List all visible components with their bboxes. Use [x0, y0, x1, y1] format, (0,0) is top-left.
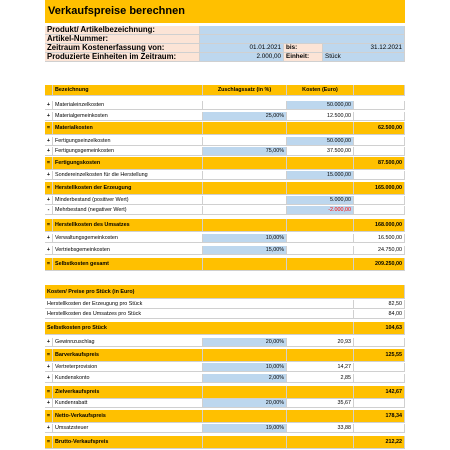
cost-cell: 20,93	[287, 338, 354, 347]
herst-umsatz-value: 84,00	[354, 310, 405, 319]
row-selbstkosten-stueck	[45, 322, 405, 335]
label-cell: Kundenrabatt	[53, 399, 203, 408]
label-cell: Zielverkaufspreis	[53, 386, 203, 399]
total-cell	[354, 101, 405, 110]
total-cell	[354, 338, 405, 347]
label-cell: Materialkosten	[53, 122, 203, 135]
label-cell: Barverkaufspreis	[53, 349, 203, 362]
table-row-zielverkaufspreis	[45, 386, 405, 399]
selbst-label: Selbstkosten pro Stück	[45, 322, 354, 335]
cost-cell: 37.500,00	[287, 147, 354, 156]
operator-cell: +	[45, 424, 53, 433]
total-cell: 178,34	[354, 410, 405, 423]
bis-label: bis:	[284, 44, 323, 53]
label-cell: Sondereinzelkosten für die Herstellung	[53, 171, 203, 180]
percent-cell	[203, 206, 287, 215]
percent-cell	[203, 182, 287, 195]
percent-cell	[203, 101, 287, 110]
cost-cell	[287, 219, 354, 232]
row-herst-umsatz	[45, 310, 405, 319]
percent-cell[interactable]: 10,00%	[203, 363, 287, 372]
percent-cell[interactable]: 2,00%	[203, 374, 287, 383]
total-cell: 168.000,00	[354, 219, 405, 232]
total-cell: 212,22	[354, 436, 405, 449]
herst-umsatz-label: Herstellkosten des Umsatzes pro Stück	[45, 310, 354, 319]
percent-cell	[203, 137, 287, 146]
label-cell: Kundenskonto	[53, 374, 203, 383]
operator-cell: =	[45, 386, 53, 399]
cost-cell: 2,85	[287, 374, 354, 383]
label-cell: Fertigungseinzelkosten	[53, 137, 203, 146]
table-row-kundenskonto	[45, 374, 405, 383]
einheit-label: Einheit:	[284, 53, 323, 62]
total-cell	[354, 363, 405, 372]
info-row-einheiten	[45, 53, 405, 62]
cost-cell	[287, 386, 354, 399]
operator-cell: +	[45, 137, 53, 146]
cost-cell: 35,67	[287, 399, 354, 408]
total-cell	[354, 171, 405, 180]
section2-header	[45, 285, 405, 299]
total-cell	[354, 112, 405, 121]
operator-cell: +	[45, 399, 53, 408]
cost-cell	[287, 182, 354, 195]
total-cell: 87.500,00	[354, 157, 405, 170]
label-cell: Vertreterprovision	[53, 363, 203, 372]
sheet-title: Verkaufspreise berechnen	[45, 0, 405, 23]
cost-cell	[287, 157, 354, 170]
table-row-materialkosten	[45, 122, 405, 135]
section2-title: Kosten/ Preise pro Stück (in Euro)	[45, 285, 405, 299]
table-row-fertigungsgemeinkosten	[45, 147, 405, 156]
einheiten-label: Produzierte Einheiten im Zeitraum:	[45, 53, 200, 62]
table-row-mehrbestand-negativer-wert	[45, 206, 405, 215]
total-cell: 62.500,00	[354, 122, 405, 135]
col-kosten: Kosten (Euro)	[287, 85, 354, 96]
table-row-selbstkosten-gesamt	[45, 258, 405, 271]
table-row-kundenrabatt	[45, 399, 405, 408]
label-cell: Vertriebsgemeinkosten	[53, 246, 203, 255]
operator-cell: =	[45, 258, 53, 271]
cost-cell	[287, 234, 354, 243]
table-row-vertriebsgemeinkosten	[45, 246, 405, 255]
operator-cell: =	[45, 436, 53, 449]
cost-cell[interactable]: 5.000,00	[287, 196, 354, 205]
info-row-produkt	[45, 26, 405, 35]
operator-cell: +	[45, 101, 53, 110]
label-cell: Netto-Verkaufspreis	[53, 410, 203, 423]
label-cell: Materialeinzelkosten	[53, 101, 203, 110]
cost-cell: 14,27	[287, 363, 354, 372]
operator-cell: =	[45, 219, 53, 232]
produkt-input[interactable]	[200, 26, 405, 35]
einheit-input[interactable]: Stück	[323, 53, 405, 62]
cost-cell[interactable]: 50.000,00	[287, 137, 354, 146]
percent-cell	[203, 436, 287, 449]
operator-cell: =	[45, 182, 53, 195]
info-row-zeitraum	[45, 44, 405, 53]
operator-cell: =	[45, 410, 53, 423]
operator-cell: +	[45, 171, 53, 180]
cost-cell	[287, 349, 354, 362]
operator-cell: +	[45, 246, 53, 255]
cost-cell	[287, 122, 354, 135]
label-cell: Brutto-Verkaufspreis	[53, 436, 203, 449]
row-herst-erzeugung	[45, 300, 405, 309]
table-row-materialeinzelkosten	[45, 101, 405, 110]
selbst-value: 104,63	[354, 322, 405, 335]
artikel-input[interactable]	[200, 35, 405, 44]
percent-cell	[203, 196, 287, 205]
label-cell: Verwaltungsgemeinkosten	[53, 234, 203, 243]
label-cell: Mehrbestand (negativer Wert)	[53, 206, 203, 215]
percent-cell	[203, 219, 287, 232]
label-cell: Fertigungsgemeinkosten	[53, 147, 203, 156]
operator-cell: +	[45, 112, 53, 121]
percent-cell	[203, 410, 287, 423]
table-row-brutto-verkaufspreis	[45, 436, 405, 449]
operator-cell: =	[45, 157, 53, 170]
operator-cell: +	[45, 374, 53, 383]
col-bezeichnung: Bezeichnung	[53, 85, 203, 96]
table-row-barverkaufspreis	[45, 349, 405, 362]
einheiten-input[interactable]: 2.000,00	[200, 53, 284, 62]
cost-cell	[287, 436, 354, 449]
total-cell	[354, 137, 405, 146]
operator-cell: =	[45, 122, 53, 135]
percent-cell	[203, 171, 287, 180]
table-row-minderbestand-positiver-wert	[45, 196, 405, 205]
operator-cell: -	[45, 206, 53, 215]
cost-cell	[287, 258, 354, 271]
zeitraum-label: Zeitraum Kostenerfassung von:	[45, 44, 200, 53]
total-cell	[354, 424, 405, 433]
table-row-fertigungskosten	[45, 157, 405, 170]
label-cell: Gewinnzuschlag	[53, 338, 203, 347]
operator-cell: +	[45, 338, 53, 347]
percent-cell[interactable]: 10,00%	[203, 234, 287, 243]
operator-cell: +	[45, 196, 53, 205]
table-row-gewinnzuschlag	[45, 338, 405, 347]
percent-cell[interactable]: 25,00%	[203, 112, 287, 121]
table-row-sondereinzelkosten-fuer-die-herstellung	[45, 171, 405, 180]
total-cell	[354, 399, 405, 408]
total-cell: 142,67	[354, 386, 405, 399]
total-cell: 16.500,00	[354, 234, 405, 243]
table-header	[45, 85, 405, 96]
cost-cell: 33,88	[287, 424, 354, 433]
produkt-label: Produkt/ Artikelbezeichnung:	[45, 26, 200, 35]
label-cell: Minderbestand (positiver Wert)	[53, 196, 203, 205]
table-row-netto-verkaufspreis	[45, 410, 405, 423]
artikel-label: Artikel-Nummer:	[45, 35, 200, 44]
percent-cell[interactable]: 20,00%	[203, 399, 287, 408]
total-cell	[354, 147, 405, 156]
total-cell	[354, 374, 405, 383]
percent-cell	[203, 349, 287, 362]
percent-cell[interactable]: 75,00%	[203, 147, 287, 156]
table-row-vertreterprovision	[45, 363, 405, 372]
percent-cell	[203, 157, 287, 170]
herst-erzeugung-label: Herstellkosten der Erzeugung pro Stück	[45, 300, 354, 309]
cost-cell	[287, 410, 354, 423]
table-row-herstellkosten-des-umsatzes	[45, 219, 405, 232]
table-row-herstellkosten-der-erzeugung	[45, 182, 405, 195]
zeitraum-von-input[interactable]: 01.01.2021	[200, 44, 284, 53]
cost-cell[interactable]: 15.000,00	[287, 171, 354, 180]
cost-cell: 12.500,00	[287, 112, 354, 121]
herst-erzeugung-value: 82,50	[354, 300, 405, 309]
info-row-artikel	[45, 35, 405, 44]
label-cell: Fertigungskosten	[53, 157, 203, 170]
total-cell	[354, 196, 405, 205]
percent-cell[interactable]: 19,00%	[203, 424, 287, 433]
operator-cell: =	[45, 349, 53, 362]
cost-cell	[287, 246, 354, 255]
table-row-fertigungseinzelkosten	[45, 137, 405, 146]
spreadsheet	[45, 0, 405, 450]
percent-cell	[203, 258, 287, 271]
percent-cell[interactable]: 20,00%	[203, 338, 287, 347]
operator-cell: +	[45, 363, 53, 372]
total-cell	[354, 206, 405, 215]
label-cell: Herstellkosten des Umsatzes	[53, 219, 203, 232]
total-cell: 125,55	[354, 349, 405, 362]
zeitraum-bis-input[interactable]: 31.12.2021	[323, 44, 405, 53]
percent-cell	[203, 122, 287, 135]
table-row-verwaltungsgemeinkosten	[45, 234, 405, 243]
col-zuschlag: Zuschlagssatz (in %)	[203, 85, 287, 96]
table-row-umsatzsteuer	[45, 424, 405, 433]
label-cell: Herstellkosten der Erzeugung	[53, 182, 203, 195]
operator-cell: +	[45, 234, 53, 243]
label-cell: Selbstkosten gesamt	[53, 258, 203, 271]
label-cell: Umsatzsteuer	[53, 424, 203, 433]
label-cell: Materialgemeinkosten	[53, 112, 203, 121]
percent-cell	[203, 386, 287, 399]
cost-cell[interactable]: -2.000,00	[287, 206, 354, 215]
total-cell: 209.250,00	[354, 258, 405, 271]
table-row-materialgemeinkosten	[45, 112, 405, 121]
total-cell: 165.000,00	[354, 182, 405, 195]
cost-cell[interactable]: 50.000,00	[287, 101, 354, 110]
operator-cell: +	[45, 147, 53, 156]
percent-cell[interactable]: 15,00%	[203, 246, 287, 255]
total-cell: 24.750,00	[354, 246, 405, 255]
